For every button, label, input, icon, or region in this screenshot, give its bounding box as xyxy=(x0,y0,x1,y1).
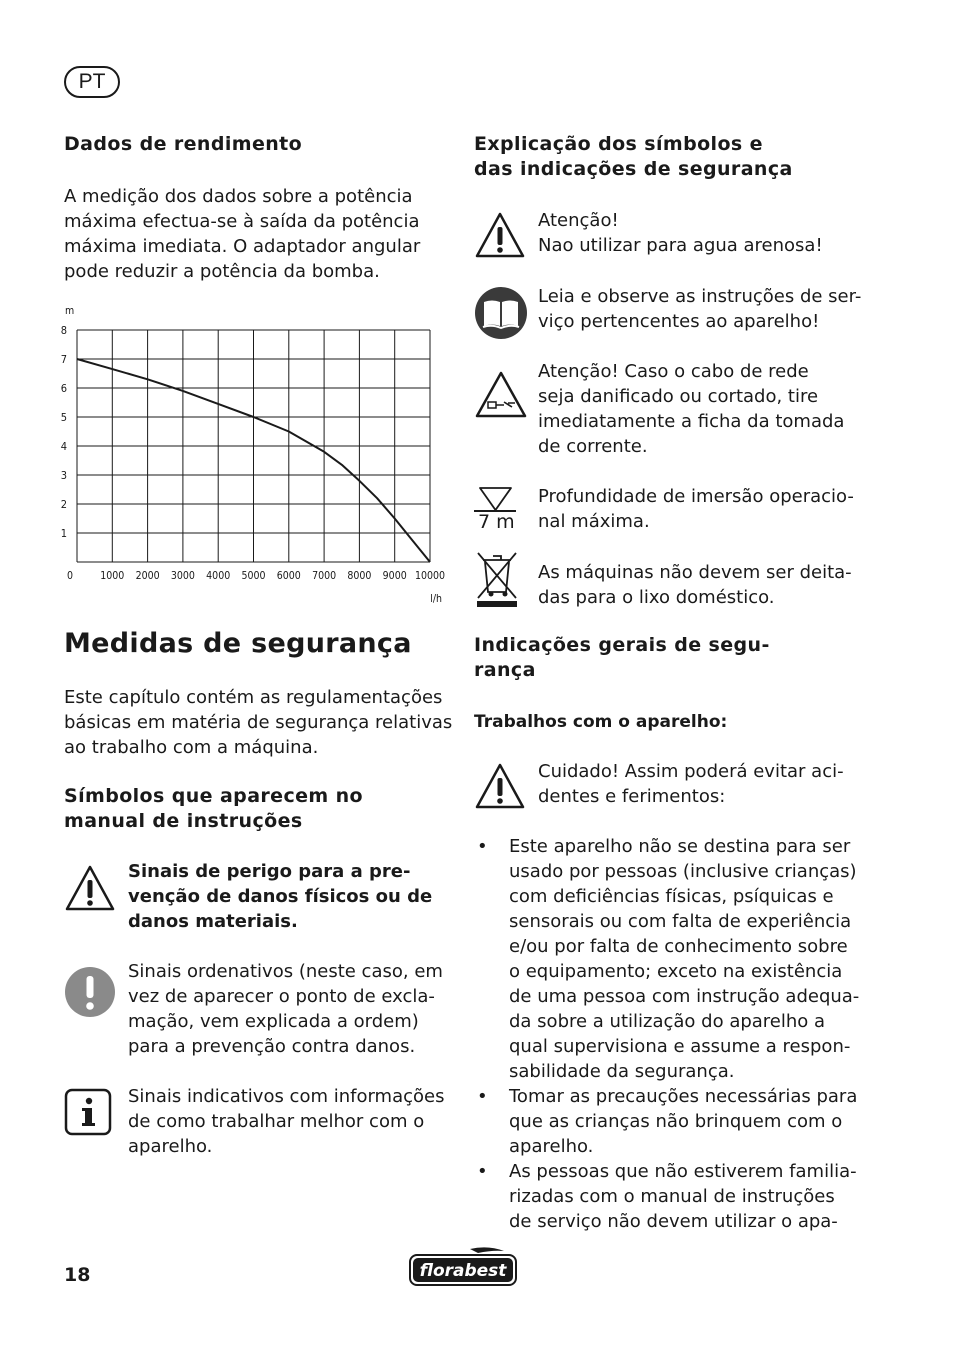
sinais-indicativos-text: Sinais indicativos com informações de como trabalhar melhor com o aparelho. xyxy=(128,1086,445,1157)
symbol-row-leia xyxy=(474,284,874,344)
depth-label: 7 m xyxy=(478,511,515,533)
chart-y-tick-label: 5 xyxy=(60,411,67,424)
language-badge: PT xyxy=(64,66,120,98)
bullet-item xyxy=(474,1159,874,1234)
sinais-perigo-text: Sinais de perigo para a pre- venção de danos físicos ou de danos materiais. xyxy=(128,861,433,932)
logo-text: florabest xyxy=(419,1261,507,1281)
bullet-item xyxy=(474,834,874,1084)
dados-text: A medição dos dados sobre a potência máxima efectua-se à saída da potência máxima imediata. O adaptador angular pode reduzir a potência da bomba. xyxy=(64,186,421,282)
bullet-text: As pessoas que não estiverem familia- rizadas com o manual de instruções de serviço não devem utilizar o apa- xyxy=(509,1161,857,1232)
symbol-row-cuidado xyxy=(474,759,874,819)
chart-y-tick-label: 7 xyxy=(60,353,67,366)
chart-x-tick-label: 3000 xyxy=(170,570,195,582)
cabo-text: Atenção! Caso o cabo de rede seja danificado ou cortado, tire imediatamente a ficha da tomada de corrente. xyxy=(538,361,845,457)
leia-text: Leia e observe as instruções de ser- viço pertencentes ao aparelho! xyxy=(538,286,862,332)
symbol-row-mandatory xyxy=(64,959,454,1069)
page-number: 18 xyxy=(64,1264,91,1286)
chart-y-tick-label: 8 xyxy=(60,324,67,337)
bullet-text: Tomar as precauções necessárias para que as crianças não brinquem com o aparelho. xyxy=(509,1086,858,1157)
simbolos-heading: Símbolos que aparecem no manual de instruções xyxy=(64,785,364,832)
bullet-item xyxy=(474,1084,874,1159)
chart-x-axis-label: l/h xyxy=(430,593,442,605)
chart-x-tick-label: 9000 xyxy=(382,570,407,582)
chart-x-tick-label: 2000 xyxy=(135,570,160,582)
performance-chart-svg xyxy=(56,300,452,610)
chart-x-tick-label: 0 xyxy=(67,570,74,582)
safety-bullet-list xyxy=(474,834,874,1234)
chart-y-tick-label: 1 xyxy=(60,527,67,540)
trabalhos-heading: Trabalhos com o aparelho: xyxy=(474,712,728,732)
profundidade-text: Profundidade de imersão operacio- nal máxima. xyxy=(538,486,854,532)
read-manual-book-icon xyxy=(474,286,528,340)
chart-y-tick-label: 3 xyxy=(60,469,67,482)
warning-triangle-icon xyxy=(64,863,116,915)
symbol-row-lixo xyxy=(474,560,874,620)
chart-x-tick-label: 6000 xyxy=(276,570,301,582)
bullet-text: Este aparelho não se destina para ser usado por pessoas (inclusive crianças) com deficiências físicas, psíquicas e sensorais ou com falta de experiência e/ou por falta de conhecimento sobre o equipamento; exceto na existência de uma pessoa com instrução adequa- da sobre a utilização do aparelho a qual supervisiona e assume a respon- sabilidade da segurança. xyxy=(509,836,860,1082)
chart-x-tick-label: 5000 xyxy=(241,570,266,582)
medidas-heading: Medidas de segurança xyxy=(64,628,412,659)
performance-chart xyxy=(56,300,452,610)
warning-triangle-icon xyxy=(474,761,526,813)
chart-y-tick-label: 2 xyxy=(60,498,67,511)
symbol-row-cabo xyxy=(474,359,874,469)
bullet-dot: • xyxy=(477,1161,488,1182)
atencao-text: Atenção! Nao utilizar para agua arenosa! xyxy=(538,210,823,256)
chart-y-axis-label: m xyxy=(65,305,75,317)
lixo-text: As máquinas não devem ser deita- das para o lixo doméstico. xyxy=(538,562,852,608)
explicacao-heading: Explicação dos símbolos e das indicações de segurança xyxy=(474,133,793,180)
chart-x-tick-label: 1000 xyxy=(100,570,125,582)
cable-warning-icon xyxy=(474,369,528,421)
chart-y-tick-label: 4 xyxy=(60,440,67,453)
warning-triangle-icon xyxy=(474,210,526,262)
chart-x-tick-label: 4000 xyxy=(206,570,231,582)
symbol-row-profundidade xyxy=(474,484,874,544)
symbol-row-atencao xyxy=(474,208,874,268)
bullet-dot: • xyxy=(477,836,488,857)
bullet-dot: • xyxy=(477,1086,488,1107)
dados-heading: Dados de rendimento xyxy=(64,133,303,155)
symbol-row-info xyxy=(64,1084,454,1164)
chart-x-tick-label: 10000 xyxy=(414,570,446,582)
gerais-heading: Indicações gerais de segu- rança xyxy=(474,634,770,681)
symbol-row-danger xyxy=(64,859,454,939)
sinais-ordenativos-text: Sinais ordenativos (neste caso, em vez de aparecer o ponto de excla- mação, vem explicada a ordem) para a prevenção contra danos. xyxy=(128,961,443,1057)
medidas-text: Este capítulo contém as regulamentações básicas em matéria de segurança relativas ao trabalho com a máquina. xyxy=(64,687,453,758)
chart-y-tick-label: 6 xyxy=(60,382,67,395)
info-icon xyxy=(64,1088,112,1136)
cuidado-text: Cuidado! Assim poderá evitar aci- dentes e ferimentos: xyxy=(538,761,844,807)
florabest-logo xyxy=(408,1245,518,1287)
mandatory-exclamation-icon xyxy=(64,966,116,1018)
weee-crossed-bin-icon xyxy=(474,548,520,610)
chart-x-tick-label: 8000 xyxy=(347,570,372,582)
immersion-depth-icon xyxy=(474,484,516,512)
chart-x-tick-label: 7000 xyxy=(312,570,337,582)
